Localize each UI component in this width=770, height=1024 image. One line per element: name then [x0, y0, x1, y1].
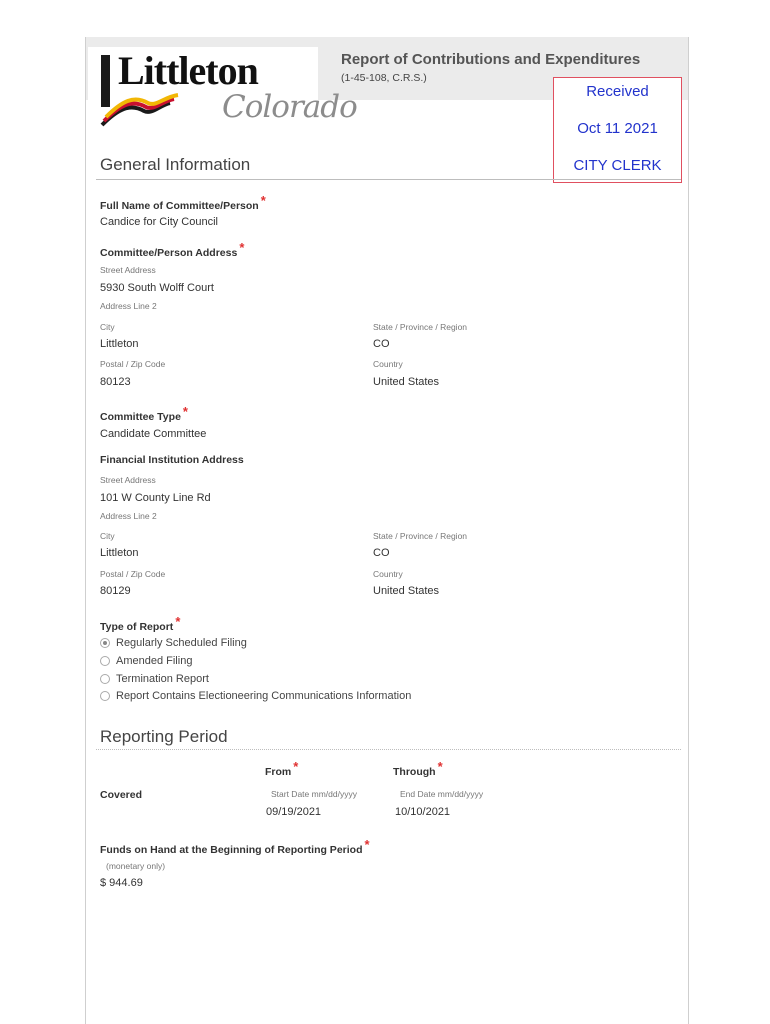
radio-button[interactable]: [100, 691, 110, 701]
funds-on-hand-value: $ 944.69: [100, 877, 143, 889]
fin-line2-sublabel: Address Line 2: [100, 511, 157, 521]
radio-button[interactable]: [100, 674, 110, 684]
city-value: Littleton: [100, 338, 139, 350]
stamp-received: Received: [586, 83, 649, 100]
end-date-value: 10/10/2021: [395, 806, 451, 818]
street-value: 5930 South Wolff Court: [100, 282, 214, 294]
logo-subtitle: Colorado: [222, 89, 357, 125]
logo-swoosh-icon: [100, 91, 180, 131]
section-divider: [96, 179, 681, 180]
address-label: Committee/Person Address *: [100, 240, 245, 259]
funds-on-hand-label: Funds on Hand at the Beginning of Reporting Period *: [100, 837, 370, 856]
fin-country-value: United States: [373, 585, 440, 597]
zip-value: 80123: [100, 376, 131, 388]
from-label: From *: [265, 759, 299, 778]
committee-type-label: Committee Type *: [100, 404, 188, 423]
full-name-label: Full Name of Committee/Person *: [100, 193, 266, 212]
fin-state-value: CO: [373, 547, 390, 559]
fin-city-sublabel: City: [100, 531, 115, 541]
stamp-city-clerk: CITY CLERK: [573, 157, 662, 174]
end-date-sublabel: End Date mm/dd/yyyy: [400, 789, 484, 799]
start-date-sublabel: Start Date mm/dd/yyyy: [271, 789, 357, 799]
radio-electioneering[interactable]: Report Contains Electioneering Communications Information: [100, 690, 411, 702]
section-title-general: General Information: [100, 155, 251, 174]
state-sublabel: State / Province / Region: [373, 322, 468, 332]
section-divider: [96, 749, 681, 750]
radio-termination-report[interactable]: Termination Report: [100, 673, 209, 685]
committee-type-value: Candidate Committee: [100, 428, 207, 440]
document-title: Report of Contributions and Expenditures: [341, 51, 641, 68]
fin-zip-value: 80129: [100, 585, 131, 597]
radio-regularly-scheduled[interactable]: Regularly Scheduled Filing: [100, 637, 247, 649]
state-value: CO: [373, 338, 390, 350]
financial-institution-label: Financial Institution Address: [100, 454, 244, 466]
report-type-label: Type of Report *: [100, 614, 181, 633]
fin-street-sublabel: Street Address: [100, 475, 156, 485]
fin-country-sublabel: Country: [373, 569, 403, 579]
fin-street-value: 101 W County Line Rd: [100, 492, 211, 504]
country-sublabel: Country: [373, 359, 403, 369]
radio-amended-filing[interactable]: Amended Filing: [100, 655, 192, 667]
logo-wordmark: Littleton: [118, 48, 258, 93]
covered-label: Covered: [100, 789, 143, 801]
full-name-value: Candice for City Council: [100, 216, 218, 228]
fin-zip-sublabel: Postal / Zip Code: [100, 569, 166, 579]
document-subtitle: (1-45-108, C.R.S.): [341, 72, 427, 84]
radio-button-selected[interactable]: [100, 638, 110, 648]
radio-button[interactable]: [100, 656, 110, 666]
city-sublabel: City: [100, 322, 115, 332]
country-value: United States: [373, 376, 440, 388]
fin-city-value: Littleton: [100, 547, 139, 559]
through-label: Through *: [393, 759, 443, 778]
street-sublabel: Street Address: [100, 265, 156, 275]
received-stamp: [553, 77, 682, 183]
stamp-date: Oct 11 2021: [577, 120, 658, 137]
zip-sublabel: Postal / Zip Code: [100, 359, 166, 369]
address-line2-sublabel: Address Line 2: [100, 301, 157, 311]
fin-state-sublabel: State / Province / Region: [373, 531, 468, 541]
section-title-reporting-period: Reporting Period: [100, 727, 228, 746]
funds-monetary-sublabel: (monetary only): [106, 861, 166, 871]
littleton-logo: [88, 47, 357, 147]
form-page: [85, 37, 689, 1024]
start-date-value: 09/19/2021: [266, 806, 322, 818]
